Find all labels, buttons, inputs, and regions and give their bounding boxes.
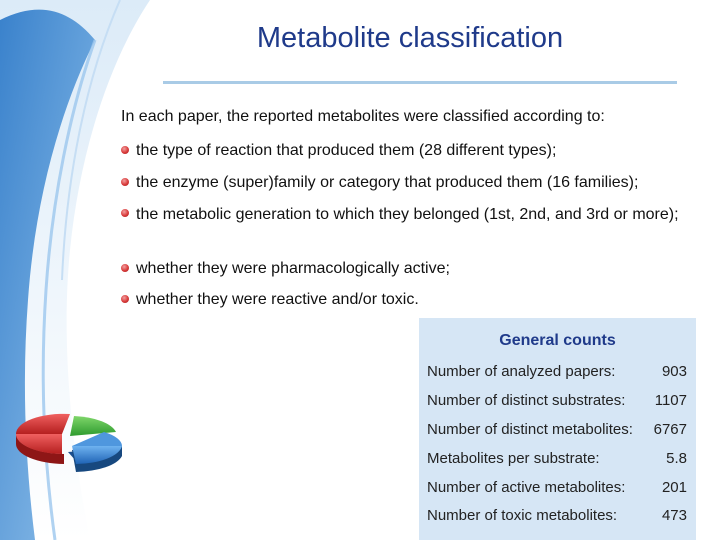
count-label: Number of analyzed papers: — [427, 363, 616, 380]
count-label: Number of active metabolites: — [427, 479, 626, 496]
count-label: Number of toxic metabolites: — [427, 507, 618, 524]
bullet-item-metabolic-generation — [121, 203, 708, 226]
bullet-dot-icon — [121, 295, 129, 303]
bullet-item-pharmacologically-active — [121, 258, 716, 280]
bullet-text: the type of reaction that produced them (28 different types); — [136, 142, 557, 159]
bullet-dot-icon — [121, 146, 129, 154]
count-value: 473 — [661, 507, 687, 524]
bullet-dot-icon — [121, 264, 129, 272]
bullet-text: whether they were reactive and/or toxic. — [136, 291, 419, 308]
bullet-text: the enzyme (super)family or category that produced them (16 families); — [136, 174, 639, 191]
count-label: Number of distinct substrates: — [427, 392, 626, 409]
bullet-item-reaction-type — [121, 140, 716, 162]
count-value: 5.8 — [666, 450, 687, 467]
count-value: 903 — [661, 363, 687, 380]
bullet-dot-icon — [121, 178, 129, 186]
count-label: Metabolites per substrate: — [427, 450, 600, 467]
bullet-text: the metabolic generation to which they belonged (1st, 2nd, and 3rd or more); — [136, 206, 679, 223]
bullet-item-reactive-toxic — [121, 289, 716, 311]
count-label: Number of distinct metabolites: — [427, 421, 633, 438]
bullet-item-enzyme-family — [121, 172, 720, 194]
general-counts-panel — [419, 318, 696, 540]
bullet-dot-icon — [121, 209, 129, 217]
count-value: 6767 — [653, 421, 687, 438]
title-underline — [163, 81, 677, 84]
slide-title: Metabolite classification — [256, 22, 564, 54]
bullet-text: whether they were pharmacologically active; — [136, 260, 450, 277]
count-value: 201 — [661, 479, 687, 496]
pie-chart-icon — [12, 402, 132, 482]
intro-text: In each paper, the reported metabolites were classified according to: — [121, 108, 605, 125]
count-value: 1107 — [654, 392, 687, 409]
general-counts-title: General counts — [499, 332, 616, 349]
